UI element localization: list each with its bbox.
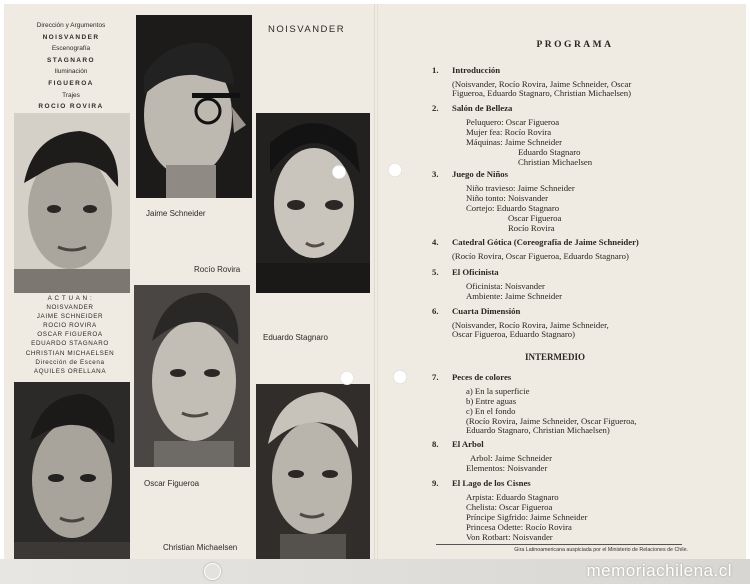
item-title: Salón de Belleza — [452, 103, 513, 113]
caption-eduardo-stagnaro: Eduardo Stagnaro — [263, 333, 328, 342]
photo-christian-michaelsen — [256, 384, 370, 564]
item-title: El Oficinista — [452, 267, 499, 277]
item-role: Niño tonto: Noisvander — [466, 192, 549, 203]
item-role: Arbol: Jaime Schneider — [470, 452, 553, 463]
item-number: 9. — [432, 478, 439, 488]
item-role: Niño travieso: Jaime Schneider — [466, 182, 575, 193]
item-title: Juego de Niños — [452, 169, 508, 179]
director-name: AQUILES ORELLANA — [33, 367, 107, 375]
item-role: Peluquero: Oscar Figueroa — [466, 116, 560, 127]
item-role: Princesa Odette: Rocío Rovira — [466, 521, 572, 532]
program-item-6 — [432, 307, 682, 340]
item-role: Oscar Figueroa — [508, 212, 562, 223]
punch-hole — [393, 370, 407, 384]
photo-eduardo-stagnaro — [134, 285, 250, 467]
program-item-8 — [432, 440, 682, 474]
item-number: 7. — [432, 372, 439, 382]
program-item-5 — [432, 268, 682, 302]
watermark-bar — [0, 559, 750, 584]
credit-role: Escenografía — [51, 45, 91, 53]
program-item-4 — [432, 238, 682, 261]
cast-member: NOISVANDER — [46, 304, 94, 312]
item-number: 2. — [432, 103, 439, 113]
item-role: Cortejo: Eduardo Stagnaro — [466, 202, 560, 213]
credit-role: Trajes — [62, 91, 80, 99]
cast-member: CHRISTIAN MICHAELSEN — [25, 349, 115, 357]
watermark-text: memoriachilena.cl — [586, 561, 732, 580]
footnote: Gira Latinoamericana auspiciada por el Ministerio de Relaciones de Chile. — [514, 547, 688, 553]
caption-christian-michaelsen: Christian Michaelsen — [163, 543, 238, 552]
copyright-icon — [204, 563, 221, 580]
cast-list — [14, 294, 126, 376]
item-title: Peces de colores — [452, 372, 512, 382]
item-cast-line: (Rocío Rovira, Oscar Figueroa, Eduardo Stagnaro) — [452, 250, 629, 261]
cast-member: OSCAR FIGUEROA — [37, 331, 103, 339]
item-role: c) En el fondo — [466, 405, 516, 416]
item-title: Introducción — [452, 65, 501, 75]
item-role: Rocío Rovira — [508, 222, 555, 233]
punch-hole — [332, 165, 346, 179]
item-role: Von Rotbart: Noisvander — [466, 531, 553, 542]
item-cast-line: (Noisvander, Rocío Rovira, Jaime Schneider, Oscar — [452, 78, 632, 89]
footnote-rule — [436, 544, 682, 545]
item-cast-line: Figueroa, Eduardo Stagnaro, Christian Michaelsen) — [452, 88, 632, 99]
item-role: Christian Michaelsen — [518, 156, 593, 167]
item-role: Oficinista: Noisvander — [466, 280, 545, 291]
photo-jaime-schneider — [136, 15, 252, 198]
item-role: Eduardo Stagnaro — [518, 146, 581, 157]
credits-block — [10, 20, 132, 113]
cast-member: ROCIO ROVIRA — [43, 322, 97, 330]
item-title: Catedral Gótica (Coreografía de Jaime Schneider) — [452, 237, 639, 247]
item-role: Ambiente: Jaime Schneider — [466, 290, 563, 301]
credit-name: ROCIO ROVIRA — [38, 103, 104, 111]
item-cast-line: (Noisvander, Rocío Rovira, Jaime Schneider, — [452, 319, 609, 330]
item-role: Arpista: Eduardo Stagnaro — [466, 491, 559, 502]
direction-label: Dirección de Escena — [35, 358, 105, 366]
photo-oscar-figueroa — [14, 382, 130, 564]
photo-rocio-rovira — [256, 113, 370, 293]
item-number: 1. — [432, 65, 439, 75]
item-cast-line: Oscar Figueroa, Eduardo Stagnaro) — [452, 329, 576, 340]
cast-member: EDUARDO STAGNARO — [31, 340, 109, 348]
item-title: El Arbol — [452, 439, 484, 449]
item-number: 4. — [432, 237, 439, 247]
credit-role: Iluminación — [54, 68, 88, 76]
program-item-9 — [432, 479, 682, 543]
item-role: a) En la superficie — [466, 385, 530, 396]
photo-noisvander — [14, 113, 130, 293]
item-number: 5. — [432, 267, 439, 277]
caption-oscar-figueroa: Oscar Figueroa — [144, 479, 200, 488]
credit-name: STAGNARO — [47, 56, 95, 64]
item-role: b) Entre aguas — [466, 395, 517, 406]
company-name: NOISVANDER — [268, 24, 346, 35]
item-role: Elementos: Noisvander — [466, 462, 548, 473]
credit-name: NOISVANDER — [42, 33, 100, 41]
caption-jaime-schneider: Jaime Schneider — [146, 209, 206, 218]
punch-hole — [388, 163, 402, 177]
item-number: 6. — [432, 306, 439, 316]
item-role: Máquinas: Jaime Schneider — [466, 136, 563, 147]
intermission-heading: INTERMEDIO — [524, 352, 585, 362]
item-role: Príncipe Sigfrido: Jaime Schneider — [466, 511, 588, 522]
program-item-7 — [432, 373, 682, 436]
cast-member: JAIME SCHNEIDER — [36, 313, 104, 321]
caption-rocio-rovira: Rocío Rovira — [194, 265, 241, 274]
item-role: Chelista: Oscar Figueroa — [466, 501, 553, 512]
item-number: 8. — [432, 439, 439, 449]
center-fold — [374, 4, 378, 580]
program-item-1 — [432, 66, 682, 99]
program-title: PROGRAMA — [536, 40, 614, 50]
program-item-2 — [432, 104, 682, 168]
item-title: Cuarta Dimensión — [452, 306, 521, 316]
item-cast-line: Eduardo Stagnaro, Christian Michaelsen) — [466, 425, 610, 436]
item-role: Mujer fea: Rocío Rovira — [466, 126, 552, 137]
cast-heading: A C T U A N : — [47, 295, 93, 302]
credit-role: Dirección y Argumentos — [36, 22, 106, 29]
item-title: El Lago de los Cisnes — [452, 478, 531, 488]
credit-name: FIGUEROA — [48, 79, 94, 87]
item-cast-line: (Rocío Rovira, Jaime Schneider, Oscar Figueroa, — [466, 415, 637, 426]
program-item-3 — [432, 170, 682, 234]
punch-hole — [340, 371, 354, 385]
item-number: 3. — [432, 169, 439, 179]
